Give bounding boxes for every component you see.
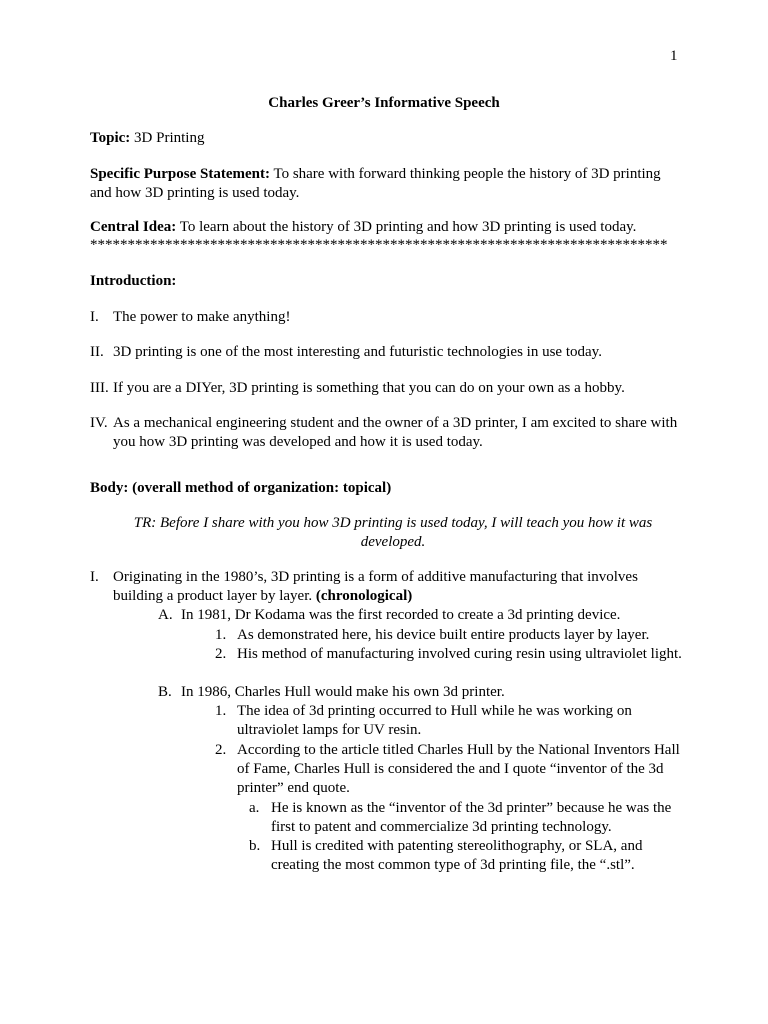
topic-text: 3D Printing xyxy=(130,130,205,146)
body-point-1 xyxy=(113,568,678,606)
purpose-statement xyxy=(90,165,678,203)
body-point-1-text: Originating in the 1980’s, 3D printing is a form of additive manufacturing that involves building a product layer by layer. xyxy=(113,569,638,604)
intro-num-2: II. xyxy=(90,344,104,360)
document-title: Charles Greer’s Informative Speech xyxy=(268,95,500,111)
intro-item-3: If you are a DIYer, 3D printing is something that you can do on your own as a hobby. xyxy=(113,380,625,396)
b2-num: 2. xyxy=(215,742,227,758)
central-text: To learn about the history of 3D printing and how 3D printing is used today. xyxy=(176,219,637,235)
sub-point-a: In 1981, Dr Kodama was the first recorded to create a 3d printing device. xyxy=(181,607,621,623)
divider-stars: ***************************************************************************** xyxy=(90,237,668,253)
intro-item-1: The power to make anything! xyxy=(113,309,291,325)
sub-point-num-b: B. xyxy=(158,684,172,700)
b2-text: According to the article titled Charles Hull by the National Inventors Hall of Fame, Charles Hull is considered the and I quote “inventor of the 3d printer” end quote. xyxy=(237,742,680,796)
b1-num: 1. xyxy=(215,703,227,719)
a1-text: As demonstrated here, his device built entire products layer by layer. xyxy=(237,627,650,643)
a2-text: His method of manufacturing involved curing resin using ultraviolet light. xyxy=(237,646,682,662)
body-heading: Body: (overall method of organization: topical) xyxy=(90,480,392,496)
b2b-text: Hull is credited with patenting stereolithography, or SLA, and creating the most common type of 3d printing file, the “.stl”. xyxy=(271,838,643,873)
purpose-text: To share with forward thinking people the history of 3D printing and how 3D printing is used today. xyxy=(90,166,661,201)
sub-point-b: In 1986, Charles Hull would make his own 3d printer. xyxy=(181,684,505,700)
body-point-num-1: I. xyxy=(90,569,99,585)
topic-label: Topic: xyxy=(90,130,131,146)
sub-point-num-a: A. xyxy=(158,607,173,623)
intro-item-4: As a mechanical engineering student and the owner of a 3D printer, I am excited to share with you how 3D printing was developed and how it is used today. xyxy=(113,415,678,450)
b2a-text: He is known as the “inventor of the 3d printer” because he was the first to patent and commercialize 3d printing technology. xyxy=(271,800,672,835)
central-idea xyxy=(90,218,678,237)
b1-text: The idea of 3d printing occurred to Hull while he was working on ultraviolet lamps for UV resin. xyxy=(237,703,632,738)
a1-num: 1. xyxy=(215,627,227,643)
transition-statement: TR: Before I share with you how 3D printing is used today, I will teach you how it was developed. xyxy=(133,515,653,550)
intro-num-4: IV. xyxy=(90,415,108,431)
purpose-label: Specific Purpose Statement: xyxy=(90,166,270,182)
body-point-1-bold: (chronological) xyxy=(312,588,413,604)
central-label: Central Idea: xyxy=(90,219,177,235)
page-number: 1 xyxy=(670,48,678,64)
intro-heading: Introduction: xyxy=(90,273,177,289)
intro-num-1: I. xyxy=(90,309,99,325)
a2-num: 2. xyxy=(215,646,227,662)
topic-line xyxy=(90,129,678,148)
b2a-num: a. xyxy=(249,800,260,816)
intro-item-2: 3D printing is one of the most interesting and futuristic technologies in use today. xyxy=(113,344,602,360)
intro-num-3: III. xyxy=(90,380,109,396)
b2b-num: b. xyxy=(249,838,261,854)
